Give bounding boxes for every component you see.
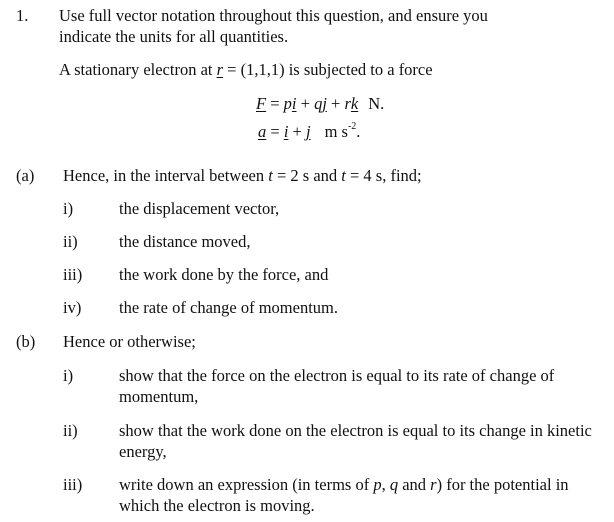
full-stop: . [356, 122, 361, 141]
acceleration-symbol: a [258, 122, 267, 141]
question-number: 1. [16, 6, 29, 25]
time-var: t [268, 166, 273, 185]
part-a-lead [63, 166, 422, 187]
part-a-item-num: ii) [63, 232, 78, 251]
coef-q: q [389, 475, 399, 494]
part-b-label: (b) [16, 332, 36, 351]
unit-vector-i: i [283, 122, 289, 141]
part-a-item-num: iv) [63, 298, 82, 317]
intro-line-2: indicate the units for all quantities. [59, 27, 289, 46]
equals-sign: = [266, 122, 284, 141]
coef-p: p [373, 475, 382, 494]
plus-sign: + [288, 122, 306, 141]
coef-p: p [283, 94, 292, 113]
position-value: = (1,1,1) is subjected to a force [223, 60, 433, 79]
coef-r: r [344, 94, 351, 113]
part-b-item-num: iii) [63, 475, 83, 494]
force-equation [256, 94, 384, 115]
part-b-item-text: show that the force on the electron is equal to its rate of change of momentum, [119, 366, 555, 406]
separator: , [381, 475, 390, 494]
part-b-item-text: show that the work done on the electron is equal to its change in kinetic energy, [119, 421, 592, 461]
part-a-item-text: the rate of change of momentum. [119, 298, 339, 317]
unit-vector-j: j [322, 94, 327, 113]
acceleration-unit: m s [324, 122, 348, 141]
plus-sign: + [326, 94, 345, 113]
unit-exponent: -2 [347, 121, 357, 132]
equals-sign: = [266, 94, 284, 113]
force-symbol: F [256, 94, 267, 113]
lead-text: = 4 s, find; [345, 166, 422, 185]
unit-vector-i: i [291, 94, 297, 113]
part-b-item-num: ii) [63, 421, 78, 440]
intro-line-1: Use full vector notation throughout this question, and ensure you [59, 6, 488, 25]
coef-q: q [314, 94, 323, 113]
time-var: t [341, 166, 346, 185]
part-a-item-text: the work done by the force, and [119, 265, 329, 284]
acceleration-equation [258, 122, 360, 143]
lead-text: = 2 s and [272, 166, 342, 185]
part-a-label: (a) [16, 166, 35, 185]
part-b-lead: Hence or otherwise; [63, 332, 196, 351]
part-a-item-num: iii) [63, 265, 83, 284]
stationary-prefix: A stationary electron at [59, 60, 217, 79]
coef-r: r [430, 475, 437, 494]
item-text: write down an expression (in terms of [119, 475, 374, 494]
separator: and [398, 475, 431, 494]
unit-vector-j: j [305, 122, 311, 141]
item-text: ) for the potential in which the electron is moving. [119, 475, 569, 515]
stationary-statement [59, 60, 433, 81]
part-b-item-num: i) [63, 366, 74, 385]
force-unit: N. [368, 94, 385, 113]
part-a-item-text: the distance moved, [119, 232, 251, 251]
plus-sign: + [296, 94, 315, 113]
position-vector: r [216, 60, 224, 79]
part-b-item-text [119, 475, 609, 516]
part-a-item-num: i) [63, 199, 74, 218]
part-a-item-text: the displacement vector, [119, 199, 280, 218]
lead-text: Hence, in the interval between [63, 166, 269, 185]
unit-vector-k: k [350, 94, 359, 113]
